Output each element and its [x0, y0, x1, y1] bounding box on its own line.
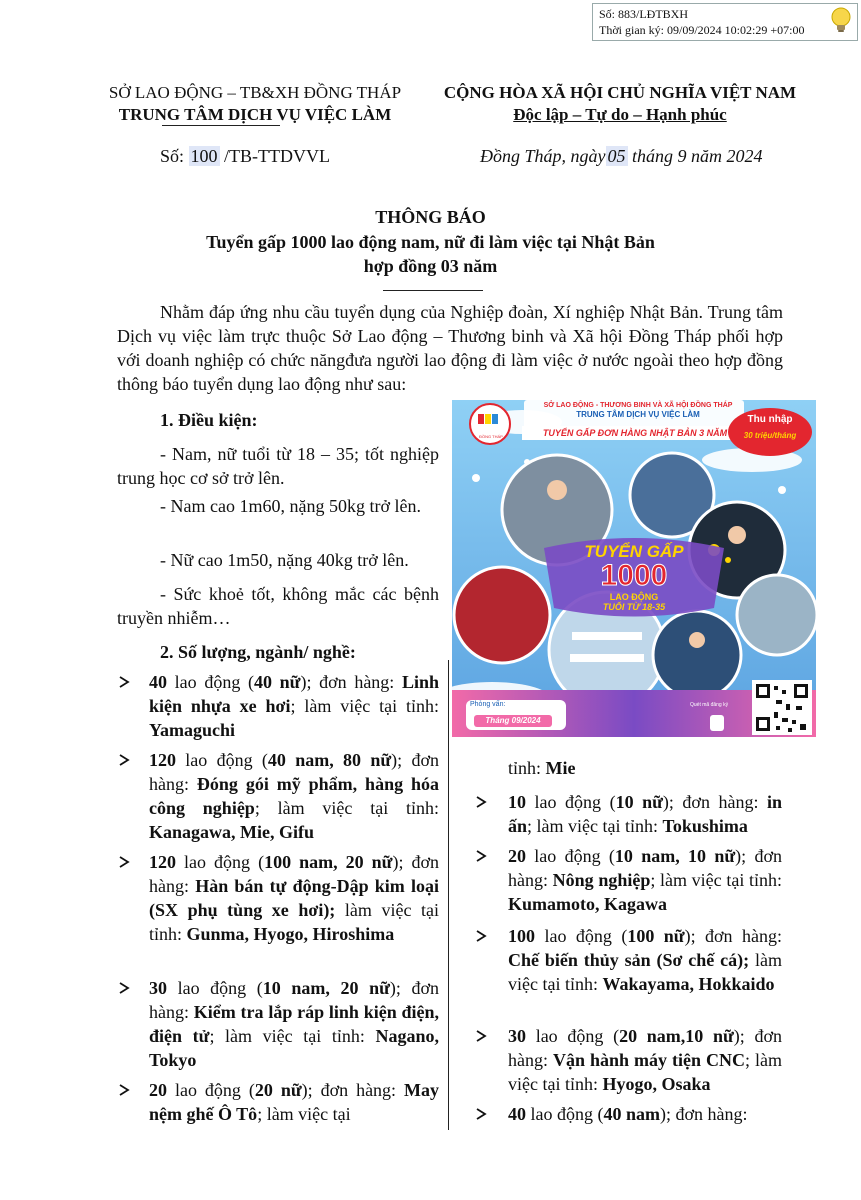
arrow-bullet-icon	[117, 1083, 131, 1097]
recruitment-poster	[452, 400, 816, 737]
agency-name: TRUNG TÂM DỊCH VỤ VIỆC LÀM	[118, 105, 392, 124]
right-continuation: tỉnh: Mie	[508, 758, 576, 778]
poster-sub-1: LAO ĐỘNG	[609, 592, 659, 602]
document-number: Số: 100 /TB-TTDVVL	[160, 146, 330, 166]
poster-big-1: TUYỂN GẤP	[584, 542, 684, 561]
doc-title: THÔNG BÁO	[375, 207, 486, 227]
document-date: Đồng Tháp, ngày 05 tháng 9 năm 2024	[480, 146, 763, 166]
poster-big-2: 1000	[600, 559, 668, 592]
stamp-number: Số: 883/LĐTBXH	[599, 7, 689, 21]
agency-parent: SỞ LAO ĐỘNG – TB&XH ĐỒNG THÁP	[108, 83, 402, 102]
arrow-bullet-icon	[474, 929, 488, 943]
list-item: 100 lao động (100 nữ); đơn hàng: Chế biến thủy sản (Sơ chế cá); làm việc tại tỉnh: Wakayama, Hokkaido	[474, 924, 784, 1024]
poster-headline: TUYỂN GẤP ĐƠN HÀNG NHẬT BẢN 3 NĂM	[542, 428, 728, 438]
condition-health: - Sức khoẻ tốt, không mắc các bệnh truyền nhiễm…	[117, 584, 439, 628]
title-rule	[383, 290, 483, 291]
section-2-heading: 2. Số lượng, ngành/ nghề:	[160, 642, 356, 662]
arrow-bullet-icon	[117, 981, 131, 995]
poster-interview-value: Tháng 09/2024	[485, 716, 541, 725]
qr-code-icon[interactable]	[752, 680, 812, 735]
doc-subtitle: Tuyển gấp 1000 lao động nam, nữ đi làm việc tại Nhật Bản	[206, 232, 655, 252]
poster-interview-label: Phỏng vấn:	[470, 701, 506, 708]
list-item: 30 lao động (10 nam, 20 nữ); đơn hàng: Kiểm tra lắp ráp linh kiện điện, điện tử; làm việc tại tỉnh: Nagano, Tokyo	[117, 976, 439, 1078]
list-item: 120 lao động (100 nam, 20 nữ); đơn hàng: Hàn bán tự động-Dập kim loại (SX phụ tùng xe hơi); làm việc tại tỉnh: Gunma, Hyogo, Hiroshima	[117, 850, 439, 976]
list-item: 30 lao động (20 nam,10 nữ); đơn hàng: Vận hành máy tiện CNC; làm việc tại tỉnh: Hyogo, Osaka	[474, 1024, 784, 1102]
signature-stamp	[592, 3, 858, 41]
poster-org-2: TRUNG TÂM DỊCH VỤ VIỆC LÀM	[576, 410, 700, 419]
section-1-heading: 1. Điều kiện:	[160, 410, 258, 430]
list-item: 20 lao động (20 nữ); đơn hàng: May nệm ghế Ô Tô; làm việc tại	[117, 1078, 439, 1130]
condition-male: - Nam cao 1m60, nặng 50kg trở lên.	[160, 496, 421, 516]
left-job-list	[117, 670, 439, 1130]
right-job-list	[474, 790, 784, 1130]
lightbulb-icon[interactable]	[829, 6, 853, 34]
poster-qr-label: Quét mã đăng ký	[690, 702, 729, 708]
intro-paragraph: Nhằm đáp ứng nhu cầu tuyển dụng của Nghiệp đoàn, Xí nghiệp Nhật Bản. Trung tâm Dịch vụ việc làm trực thuộc Sở Lao động – Thương binh và Xã hội Đồng Tháp phối hợp với doanh nghiệp có chức năngđưa người lao động đi làm việc ở nước ngoài theo hợp đồng thông báo tuyển dụng lao động như sau:	[117, 302, 783, 394]
list-item: 20 lao động (10 nam, 10 nữ); đơn hàng: Nông nghiệp; làm việc tại tỉnh: Kumamoto, Kagawa	[474, 844, 784, 924]
agency-underline	[162, 125, 280, 126]
list-item: 40 lao động (40 nam); đơn hàng:	[474, 1102, 784, 1130]
list-item: 10 lao động (10 nữ); đơn hàng: in ấn; làm việc tại tỉnh: Tokushima	[474, 790, 784, 844]
poster-income-label: Thu nhập	[747, 414, 793, 425]
arrow-bullet-icon	[474, 1107, 488, 1121]
arrow-bullet-icon	[474, 849, 488, 863]
doc-subtitle-2: hợp đồng 03 năm	[363, 256, 498, 276]
national-motto: Độc lập – Tự do – Hạnh phúc	[513, 105, 727, 124]
document-day: 05	[607, 146, 626, 166]
condition-female: - Nữ cao 1m50, nặng 40kg trở lên.	[160, 550, 409, 570]
list-item: 40 lao động (40 nữ); đơn hàng: Linh kiện nhựa xe hơi; làm việc tại tỉnh: Yamaguchi	[117, 670, 439, 746]
poster-org-1: SỞ LAO ĐỘNG - THƯƠNG BINH VÀ XÃ HỘI ĐỒNG THÁP	[543, 402, 733, 409]
agency-header	[60, 82, 450, 126]
condition-age: - Nam, nữ tuổi từ 18 – 35; tốt nghiệp trung học cơ sở trở lên.	[117, 444, 439, 488]
poster-logo-text: ĐỒNG THÁP	[479, 434, 503, 439]
poster-income-value: 30 triệu/tháng	[743, 431, 797, 440]
poster-sub-2: TUỔI TỪ 18-35	[602, 602, 666, 612]
arrow-bullet-icon	[117, 753, 131, 767]
arrow-bullet-icon	[117, 675, 131, 689]
arrow-bullet-icon	[474, 1029, 488, 1043]
list-item: 120 lao động (40 nam, 80 nữ); đơn hàng: Đóng gói mỹ phẩm, hàng hóa công nghiệp; làm việc tại tỉnh: Kanagawa, Mie, Gifu	[117, 748, 439, 850]
document-number-value: 100	[190, 146, 218, 166]
column-divider	[448, 660, 449, 1130]
arrow-bullet-icon	[117, 855, 131, 869]
national-header	[430, 82, 810, 126]
arrow-bullet-icon	[474, 795, 488, 809]
stamp-time: Thời gian ký: 09/09/2024 10:02:29 +07:00	[599, 23, 805, 37]
national-title: CỘNG HÒA XÃ HỘI CHỦ NGHĨA VIỆT NAM	[443, 83, 797, 102]
